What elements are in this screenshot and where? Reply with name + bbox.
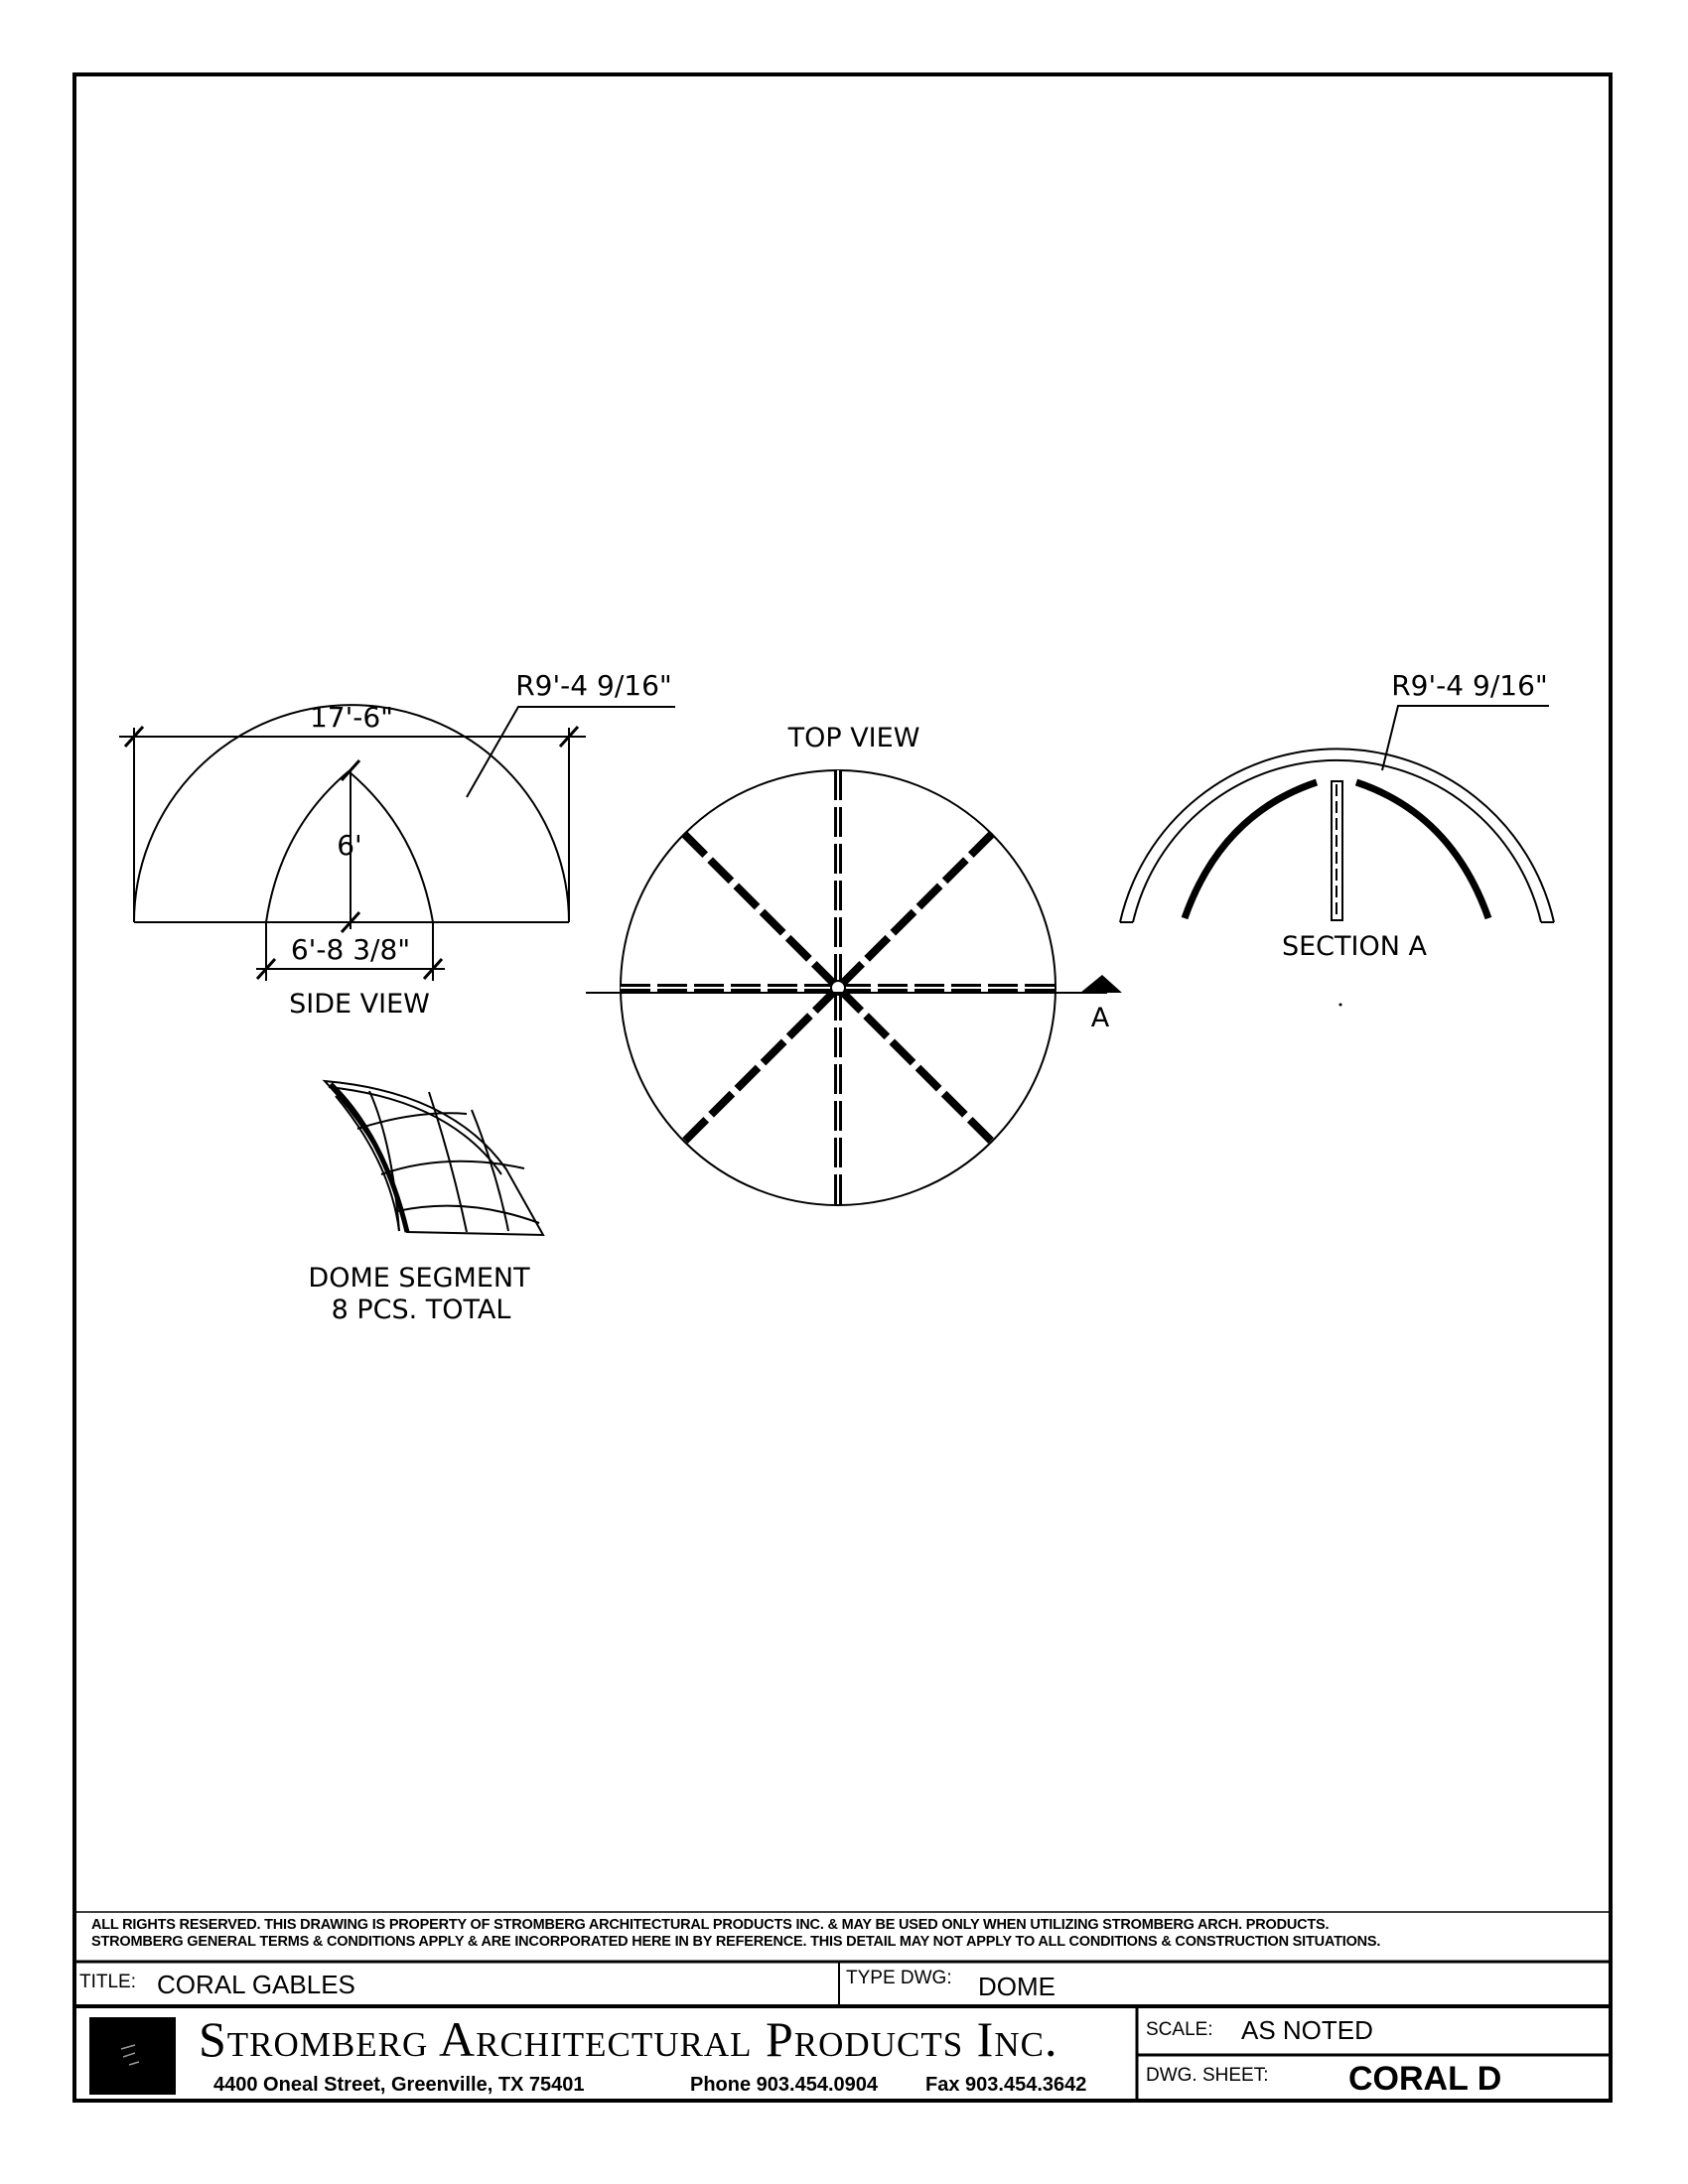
dome-segment-count: 8 PCS. TOTAL bbox=[331, 1295, 511, 1325]
top-view-label: TOP VIEW bbox=[787, 723, 920, 753]
scale-value: AS NOTED bbox=[1241, 2015, 1373, 2045]
side-view-label: SIDE VIEW bbox=[289, 989, 430, 1020]
dwg-sheet-label: DWG. SHEET: bbox=[1146, 2065, 1269, 2086]
company-address: 4400 Oneal Street, Greenville, TX 75401 bbox=[213, 2074, 585, 2096]
section-a-label: SECTION A bbox=[1281, 931, 1428, 962]
dome-segment-label: DOME SEGMENT bbox=[308, 1263, 530, 1294]
company-name: Stromberg Architectural Products Inc. bbox=[199, 2011, 1058, 2067]
base-dimension: 6'-8 3/8" bbox=[290, 933, 411, 966]
title-value: CORAL GABLES bbox=[157, 1970, 355, 1999]
side-radius-dimension: R9'-4 9/16" bbox=[515, 669, 672, 702]
dome-segment-drawing bbox=[325, 1081, 543, 1235]
dwg-sheet-value: CORAL D bbox=[1348, 2060, 1502, 2098]
company-phone: Phone 903.454.0904 bbox=[690, 2074, 879, 2096]
radius-leader bbox=[467, 707, 675, 797]
legal-notes-line1: ALL RIGHTS RESERVED. THIS DRAWING IS PROPERTY OF STROMBERG ARCHITECTURAL PRODUCTS INC. & MAY BE USED ONLY WHEN UTILIZING STROMBERG ARCH. PRODUCTS. bbox=[91, 1917, 1330, 1933]
section-a-view bbox=[1120, 706, 1554, 922]
type-dwg-value: DOME bbox=[978, 1972, 1055, 2001]
height-dimension: 6' bbox=[337, 829, 362, 862]
section-radius-dimension: R9'-4 9/16" bbox=[1391, 669, 1548, 702]
width-dimension: 17'-6" bbox=[309, 701, 394, 734]
legal-notes bbox=[91, 1917, 1611, 1951]
section-marker-label: A bbox=[1090, 1003, 1110, 1033]
section-marker-arrow bbox=[1080, 975, 1122, 993]
title-label: TITLE: bbox=[79, 1972, 137, 1992]
type-dwg-label: TYPE DWG: bbox=[846, 1968, 952, 1988]
scale-label: SCALE: bbox=[1146, 2019, 1213, 2040]
company-fax: Fax 903.454.3642 bbox=[925, 2074, 1087, 2096]
legal-notes-line2: STROMBERG GENERAL TERMS & CONDITIONS APPLY & ARE INCORPORATED HERE IN BY REFERENCE. THIS DETAIL MAY NOT APPLY TO ALL CONDITIONS & CONSTRUCTION SITUATIONS. bbox=[91, 1934, 1381, 1950]
top-view bbox=[586, 770, 1107, 1205]
company-logo bbox=[89, 2017, 176, 2095]
